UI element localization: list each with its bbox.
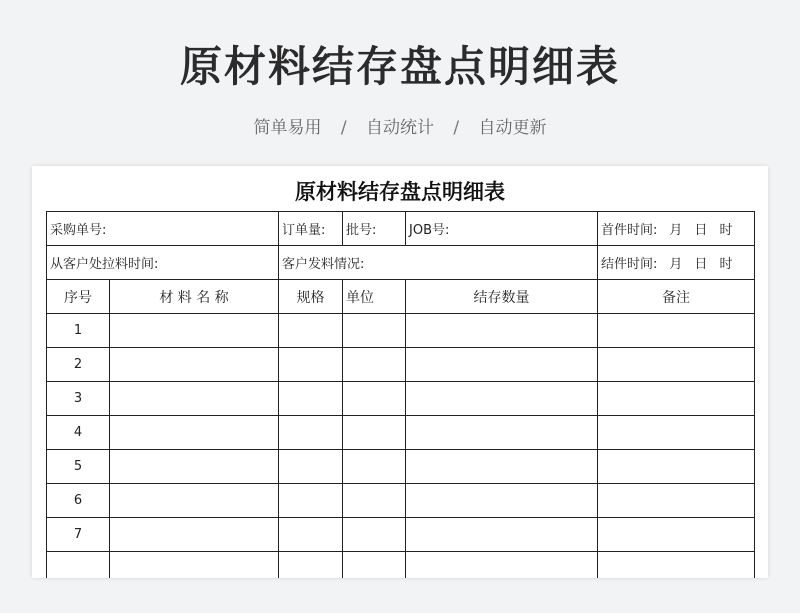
table-row	[47, 484, 755, 518]
table-cell[interactable]	[110, 484, 279, 518]
table-cell[interactable]	[110, 348, 279, 382]
table-cell[interactable]	[279, 450, 343, 484]
table-cell[interactable]	[279, 314, 343, 348]
finish-time-cell[interactable]	[598, 246, 755, 280]
row-index-cell[interactable]: 5	[47, 450, 110, 484]
tag-auto-stats: 自动统计	[366, 118, 434, 138]
month-label: 月	[669, 257, 683, 272]
tag-separator: /	[453, 118, 460, 138]
sheet-title: 原材料结存盘点明细表	[295, 180, 505, 204]
customer-delivery-cell[interactable]: 客户发料情况:	[279, 246, 598, 280]
day-label: 日	[694, 223, 708, 238]
hour-label: 时	[719, 257, 733, 272]
table-cell[interactable]	[343, 314, 406, 348]
order-qty-cell[interactable]	[279, 212, 343, 246]
table-cell[interactable]	[279, 552, 343, 579]
order-qty-label: 订单量:	[282, 223, 326, 238]
table-cell[interactable]	[110, 552, 279, 579]
row-index-cell[interactable]: 7	[47, 518, 110, 552]
first-time-label: 首件时间:	[601, 223, 658, 238]
table-cell[interactable]	[598, 552, 755, 579]
table-cell[interactable]	[406, 552, 598, 579]
info-row-2	[47, 246, 755, 280]
tag-easy: 简单易用	[253, 118, 322, 138]
table-cell[interactable]	[279, 382, 343, 416]
table-row	[47, 416, 755, 450]
table-cell[interactable]	[406, 416, 598, 450]
table-row	[47, 552, 755, 579]
feature-tags	[0, 113, 800, 138]
table-cell[interactable]	[110, 518, 279, 552]
table-cell[interactable]	[598, 416, 755, 450]
col-header-material: 材 料 名 称	[110, 280, 279, 314]
table-cell[interactable]	[110, 450, 279, 484]
col-header-index: 序号	[47, 280, 110, 314]
tag-auto-update: 自动更新	[478, 118, 547, 138]
table-cell[interactable]	[343, 382, 406, 416]
table-cell[interactable]	[598, 484, 755, 518]
table-cell[interactable]	[279, 484, 343, 518]
table-cell[interactable]	[343, 450, 406, 484]
table-cell[interactable]	[110, 416, 279, 450]
tag-separator: /	[340, 118, 347, 138]
pickup-time-cell[interactable]: 从客户处拉料时间:	[47, 246, 279, 280]
table-row	[47, 450, 755, 484]
table-cell[interactable]	[343, 552, 406, 579]
month-label: 月	[669, 223, 683, 238]
table-cell[interactable]	[110, 382, 279, 416]
table-cell[interactable]	[343, 518, 406, 552]
batch-no-label: 批号:	[346, 223, 377, 238]
table-cell[interactable]	[406, 450, 598, 484]
table-cell[interactable]	[598, 314, 755, 348]
page-title: 原材料结存盘点明细表	[179, 42, 620, 91]
table-cell[interactable]	[343, 416, 406, 450]
table-cell[interactable]	[406, 518, 598, 552]
first-time-cell[interactable]	[598, 212, 755, 246]
table-cell[interactable]	[406, 382, 598, 416]
table-cell[interactable]	[343, 348, 406, 382]
table-cell[interactable]	[406, 348, 598, 382]
detail-table	[46, 211, 755, 578]
row-index-cell[interactable]: 3	[47, 382, 110, 416]
row-index-cell[interactable]: 6	[47, 484, 110, 518]
info-row-1	[47, 212, 755, 246]
row-index-cell[interactable]: 1	[47, 314, 110, 348]
hour-label: 时	[719, 223, 733, 238]
row-index-cell[interactable]: 4	[47, 416, 110, 450]
col-header-unit: 单位	[343, 280, 406, 314]
spreadsheet-preview	[32, 166, 768, 578]
table-cell[interactable]	[279, 416, 343, 450]
col-header-remark: 备注	[598, 280, 755, 314]
table-row	[47, 348, 755, 382]
table-row	[47, 518, 755, 552]
column-header-row	[47, 280, 755, 314]
table-cell[interactable]	[598, 382, 755, 416]
batch-no-cell[interactable]	[343, 212, 406, 246]
table-cell[interactable]	[406, 484, 598, 518]
row-index-cell[interactable]	[47, 552, 110, 579]
table-cell[interactable]	[598, 450, 755, 484]
table-cell[interactable]	[279, 518, 343, 552]
col-header-balance: 结存数量	[406, 280, 598, 314]
job-no-cell[interactable]	[406, 212, 598, 246]
table-cell[interactable]	[110, 314, 279, 348]
table-row	[47, 314, 755, 348]
day-label: 日	[694, 257, 708, 272]
purchase-no-cell[interactable]: 采购单号:	[47, 212, 279, 246]
col-header-spec: 规格	[279, 280, 343, 314]
table-row	[47, 382, 755, 416]
table-cell[interactable]	[406, 314, 598, 348]
table-cell[interactable]	[343, 484, 406, 518]
job-no-label: JOB号:	[409, 223, 450, 238]
finish-time-label: 结件时间:	[601, 257, 658, 272]
table-cell[interactable]	[279, 348, 343, 382]
table-cell[interactable]	[598, 348, 755, 382]
table-cell[interactable]	[598, 518, 755, 552]
row-index-cell[interactable]: 2	[47, 348, 110, 382]
